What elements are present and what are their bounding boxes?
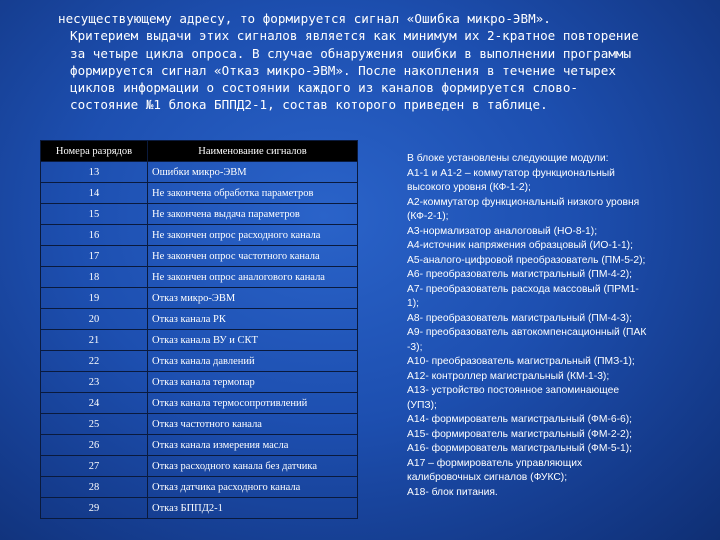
signal-name-cell: Отказ микро-ЭВМ [148,288,358,309]
module-line: А5-аналого-цифровой преобразователь (ПМ-5-2); [407,254,646,266]
table-row [41,351,358,372]
module-line: А3-нормализатор аналоговый (НО-8-1); [407,225,598,237]
intro-line: за четыре цикла опроса. В случае обнаружения ошибки в выполнении программы [70,45,632,61]
bit-number-cell: 16 [41,225,148,246]
module-line: А10- преобразователь магистральный (ПМЗ-1); [407,356,635,367]
module-line: А7- преобразователь расхода массовый (ПРМ1- [407,283,639,295]
table-row [41,246,358,267]
module-line: А8- преобразователь магистральный (ПМ-4-3); [407,312,632,324]
signals-table [40,140,358,519]
module-line: -3); [407,341,423,353]
table-row [41,183,358,204]
signal-name-cell: Отказ канала ВУ и СКТ [148,330,358,351]
header-bit-numbers: Номера разрядов [41,141,148,162]
header-signal-names: Наименование сигналов [148,141,358,162]
signal-name-cell: Ошибки микро-ЭВМ [148,162,358,183]
signal-name-cell: Отказ датчика расходного канала [148,477,358,498]
bit-number-cell: 18 [41,267,148,288]
signal-name-cell: Не закончен опрос расходного канала [148,225,358,246]
module-line: В блоке установлены следующие модули: [407,153,609,164]
bit-number-cell: 15 [41,204,148,225]
signal-name-cell: Не закончена обработка параметров [148,183,358,204]
table-header-row [41,141,358,162]
module-line: А14- формирователь магистральный (ФМ-6-6); [407,414,633,425]
bit-number-cell: 21 [41,330,148,351]
module-line: А9- преобразователь автокомпенсационный (ПАК [407,327,647,338]
intro-line: циклов информации о состоянии каждого из каналов формируется слово- [70,80,578,96]
signal-name-cell: Не закончен опрос частотного канала [148,246,358,267]
table-row [41,498,358,519]
bit-number-cell: 23 [41,372,148,393]
modules-list [407,152,697,500]
module-line: высокого уровня (КФ-1-2); [407,182,531,193]
bit-number-cell: 14 [41,183,148,204]
module-line: А18- блок питания. [407,486,498,498]
module-line: А12- контроллер магистральный (КМ-1-3); [407,370,610,382]
signal-name-cell: Не закончена выдача параметров [148,204,358,225]
table-row [41,393,358,414]
bit-number-cell: 26 [41,435,148,456]
table-row [41,330,358,351]
bit-number-cell: 22 [41,351,148,372]
signal-name-cell: Отказ канала термопар [148,372,358,393]
table-row [41,204,358,225]
signal-name-cell: Отказ канала термосопротивлений [148,393,358,414]
intro-line: формируется сигнал «Отказ микро-ЭВМ». После накопления в течение четырех [70,62,616,78]
module-line: А13- устройство постоянное запоминающее [407,385,620,396]
table-row [41,162,358,183]
table-row [41,435,358,456]
table-row [41,225,358,246]
table-row [41,477,358,498]
bit-number-cell: 13 [41,162,148,183]
table-row [41,372,358,393]
bit-number-cell: 29 [41,498,148,519]
module-line: калибровочных сигналов (ФУКС); [407,472,568,483]
module-line: А17 – формирователь управляющих [407,457,583,469]
table-row [41,288,358,309]
table-row [41,456,358,477]
signal-name-cell: Отказ канала измерения масла [148,435,358,456]
bit-number-cell: 20 [41,309,148,330]
module-line: А2-коммутатор функциональный низкого уровня [407,196,640,208]
intro-line: несуществующему адресу, то формируется сигнал «Ошибка микро-ЭВМ». [58,11,551,26]
signal-name-cell: Отказ расходного канала без датчика [148,456,358,477]
signal-name-cell: Не закончен опрос аналогового канала [148,267,358,288]
table-row [41,267,358,288]
module-line: (КФ-2-1); [407,211,449,222]
intro-line: состояние №1 блока БППД2-1, состав которого приведен в таблице. [70,97,548,113]
intro-line: Критерием выдачи этих сигналов является как минимум их 2-кратное повторение [70,28,639,44]
module-line: (УПЗ); [407,399,437,411]
module-line: А16- формирователь магистральный (ФМ-5-1); [407,443,633,454]
module-line: А4-источник напряжения образцовый (ИО-1-1); [407,240,633,251]
module-line: А15- формирователь магистральный (ФМ-2-2); [407,428,633,440]
module-line: А1-1 и А1-2 – коммутатор функциональный [407,167,615,179]
signal-name-cell: Отказ канала давлений [148,351,358,372]
bit-number-cell: 19 [41,288,148,309]
module-line: А6- преобразователь магистральный (ПМ-4-2); [407,269,632,280]
bit-number-cell: 24 [41,393,148,414]
table-row [41,414,358,435]
module-line: 1); [407,298,420,309]
signal-name-cell: Отказ канала РК [148,309,358,330]
table-row [41,309,358,330]
bit-number-cell: 17 [41,246,148,267]
bit-number-cell: 28 [41,477,148,498]
bit-number-cell: 27 [41,456,148,477]
signal-name-cell: Отказ частотного канала [148,414,358,435]
bit-number-cell: 25 [41,414,148,435]
signal-name-cell: Отказ БППД2-1 [148,498,358,519]
intro-paragraph [58,10,698,114]
